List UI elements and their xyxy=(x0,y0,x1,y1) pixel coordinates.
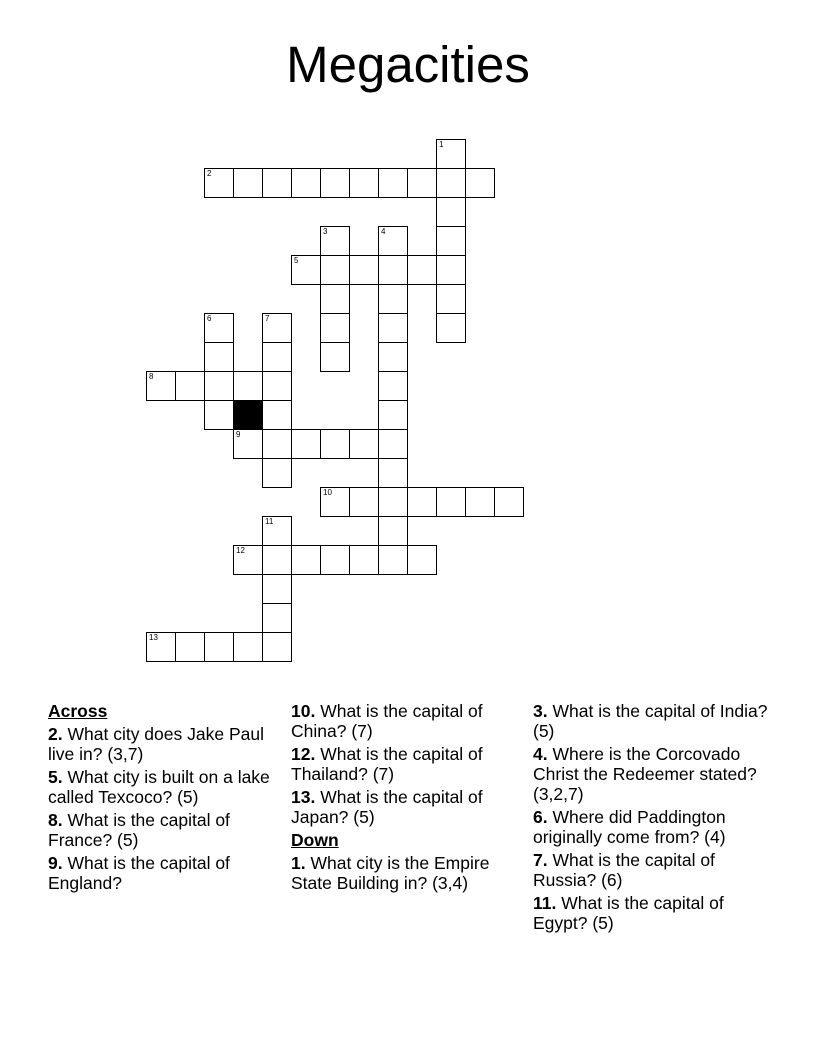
cell-number: 9 xyxy=(236,430,241,439)
clue-text: What city is the Empire State Building in? (3,4) xyxy=(291,853,490,893)
grid-block xyxy=(233,400,263,430)
clue-across-2 xyxy=(48,724,284,764)
grid-cell[interactable] xyxy=(233,371,263,401)
grid-cell[interactable] xyxy=(175,371,205,401)
grid-cell[interactable] xyxy=(349,545,379,575)
down-heading: Down xyxy=(291,830,339,850)
grid-cell[interactable] xyxy=(233,429,263,459)
grid-cell[interactable] xyxy=(262,168,292,198)
clue-number: 3. xyxy=(533,701,548,721)
grid-cell[interactable] xyxy=(378,400,408,430)
clue-text: Where is the Corcovado Christ the Redeemer stated? (3,2,7) xyxy=(533,744,757,804)
grid-cell[interactable] xyxy=(436,139,466,169)
clue-text: What is the capital of France? (5) xyxy=(48,810,230,850)
across-heading: Across xyxy=(48,701,108,721)
grid-cell[interactable] xyxy=(378,342,408,372)
clue-across-5 xyxy=(48,767,284,807)
grid-cell[interactable] xyxy=(320,429,350,459)
grid-cell[interactable] xyxy=(349,168,379,198)
grid-cell[interactable] xyxy=(320,284,350,314)
clues-column-2 xyxy=(291,701,527,896)
clue-text: What is the capital of England? xyxy=(48,853,230,893)
grid-cell[interactable] xyxy=(262,342,292,372)
cell-number: 3 xyxy=(323,227,328,236)
grid-cell[interactable] xyxy=(465,487,495,517)
grid-cell[interactable] xyxy=(204,168,234,198)
clue-number: 5. xyxy=(48,767,63,787)
grid-cell[interactable] xyxy=(175,632,205,662)
grid-cell[interactable] xyxy=(262,371,292,401)
grid-cell[interactable] xyxy=(320,313,350,343)
clue-number: 2. xyxy=(48,724,63,744)
clue-down-1 xyxy=(291,853,527,893)
grid-cell[interactable] xyxy=(262,516,292,546)
grid-cell[interactable] xyxy=(262,429,292,459)
clue-across-13 xyxy=(291,787,527,827)
clue-down-3 xyxy=(533,701,769,741)
grid-cell[interactable] xyxy=(378,226,408,256)
clue-text: What is the capital of Russia? (6) xyxy=(533,850,715,890)
clue-text: Where did Paddington originally come from? (4) xyxy=(533,807,726,847)
clue-number: 10. xyxy=(291,701,316,721)
grid-cell[interactable] xyxy=(378,516,408,546)
grid-cell[interactable] xyxy=(407,255,437,285)
clues-column-1 xyxy=(48,701,284,896)
grid-cell[interactable] xyxy=(378,487,408,517)
grid-cell[interactable] xyxy=(407,487,437,517)
grid-cell[interactable] xyxy=(320,487,350,517)
grid-cell[interactable] xyxy=(378,545,408,575)
clue-text: What is the capital of China? (7) xyxy=(291,701,483,741)
grid-cell[interactable] xyxy=(262,458,292,488)
grid-cell[interactable] xyxy=(465,168,495,198)
grid-cell[interactable] xyxy=(262,545,292,575)
grid-cell[interactable] xyxy=(320,545,350,575)
clue-across-9 xyxy=(48,853,284,893)
grid-cell[interactable] xyxy=(320,342,350,372)
grid-cell[interactable] xyxy=(233,632,263,662)
grid-cell[interactable] xyxy=(378,284,408,314)
clue-number: 6. xyxy=(533,807,548,827)
cell-number: 8 xyxy=(149,372,154,381)
grid-cell[interactable] xyxy=(494,487,524,517)
clue-down-11 xyxy=(533,893,769,933)
grid-cell[interactable] xyxy=(262,313,292,343)
cell-number: 2 xyxy=(207,169,212,178)
grid-cell[interactable] xyxy=(262,632,292,662)
clue-text: What is the capital of Japan? (5) xyxy=(291,787,483,827)
clue-number: 11. xyxy=(533,893,557,913)
grid-cell[interactable] xyxy=(262,400,292,430)
clue-number: 12. xyxy=(291,744,316,764)
grid-cell[interactable] xyxy=(320,255,350,285)
grid-cell[interactable] xyxy=(291,168,321,198)
clue-text: What is the capital of India? (5) xyxy=(533,701,768,741)
cell-number: 13 xyxy=(149,633,158,642)
clue-number: 8. xyxy=(48,810,63,830)
cell-number: 10 xyxy=(323,488,332,497)
grid-cell[interactable] xyxy=(378,255,408,285)
grid-cell[interactable] xyxy=(436,284,466,314)
grid-cell[interactable] xyxy=(436,487,466,517)
clues-column-3 xyxy=(533,701,769,936)
grid-cell[interactable] xyxy=(378,371,408,401)
page-title: Megacities xyxy=(286,36,530,93)
grid-cell[interactable] xyxy=(291,429,321,459)
grid-cell[interactable] xyxy=(378,429,408,459)
grid-cell[interactable] xyxy=(407,545,437,575)
clue-number: 7. xyxy=(533,850,548,870)
grid-cell[interactable] xyxy=(291,255,321,285)
clue-number: 4. xyxy=(533,744,548,764)
grid-cell[interactable] xyxy=(204,313,234,343)
grid-cell[interactable] xyxy=(436,226,466,256)
cell-number: 4 xyxy=(381,227,386,236)
cell-number: 11 xyxy=(265,517,274,526)
cell-number: 7 xyxy=(265,314,270,323)
grid-cell[interactable] xyxy=(204,632,234,662)
grid-cell[interactable] xyxy=(349,255,379,285)
grid-cell[interactable] xyxy=(436,168,466,198)
grid-cell[interactable] xyxy=(233,545,263,575)
clue-text: What city is built on a lake called Texcoco? (5) xyxy=(48,767,270,807)
cell-number: 5 xyxy=(294,256,299,265)
grid-cell[interactable] xyxy=(320,168,350,198)
grid-cell[interactable] xyxy=(204,371,234,401)
grid-cell[interactable] xyxy=(204,400,234,430)
grid-cell[interactable] xyxy=(146,632,176,662)
cell-number: 1 xyxy=(439,140,444,149)
grid-cell[interactable] xyxy=(349,487,379,517)
grid-cell[interactable] xyxy=(349,429,379,459)
grid-cell[interactable] xyxy=(436,255,466,285)
grid-cell[interactable] xyxy=(320,226,350,256)
grid-cell[interactable] xyxy=(262,603,292,633)
clue-down-6 xyxy=(533,807,769,847)
grid-cell[interactable] xyxy=(378,458,408,488)
grid-cell[interactable] xyxy=(146,371,176,401)
cell-number: 6 xyxy=(207,314,212,323)
grid-cell[interactable] xyxy=(262,574,292,604)
grid-cell[interactable] xyxy=(378,168,408,198)
clue-text: What is the capital of Egypt? (5) xyxy=(533,893,724,933)
grid-cell[interactable] xyxy=(233,168,263,198)
grid-cell[interactable] xyxy=(436,197,466,227)
grid-cell[interactable] xyxy=(291,545,321,575)
clue-number: 1. xyxy=(291,853,306,873)
clue-down-4 xyxy=(533,744,769,804)
clue-number: 9. xyxy=(48,853,63,873)
grid-cell[interactable] xyxy=(436,313,466,343)
clue-across-10 xyxy=(291,701,527,741)
clue-text: What city does Jake Paul live in? (3,7) xyxy=(48,724,264,764)
clue-down-7 xyxy=(533,850,769,890)
clue-across-8 xyxy=(48,810,284,850)
grid-cell[interactable] xyxy=(378,313,408,343)
grid-cell[interactable] xyxy=(407,168,437,198)
clue-across-12 xyxy=(291,744,527,784)
clue-number: 13. xyxy=(291,787,316,807)
grid-cell[interactable] xyxy=(204,342,234,372)
clue-text: What is the capital of Thailand? (7) xyxy=(291,744,483,784)
cell-number: 12 xyxy=(236,546,245,555)
